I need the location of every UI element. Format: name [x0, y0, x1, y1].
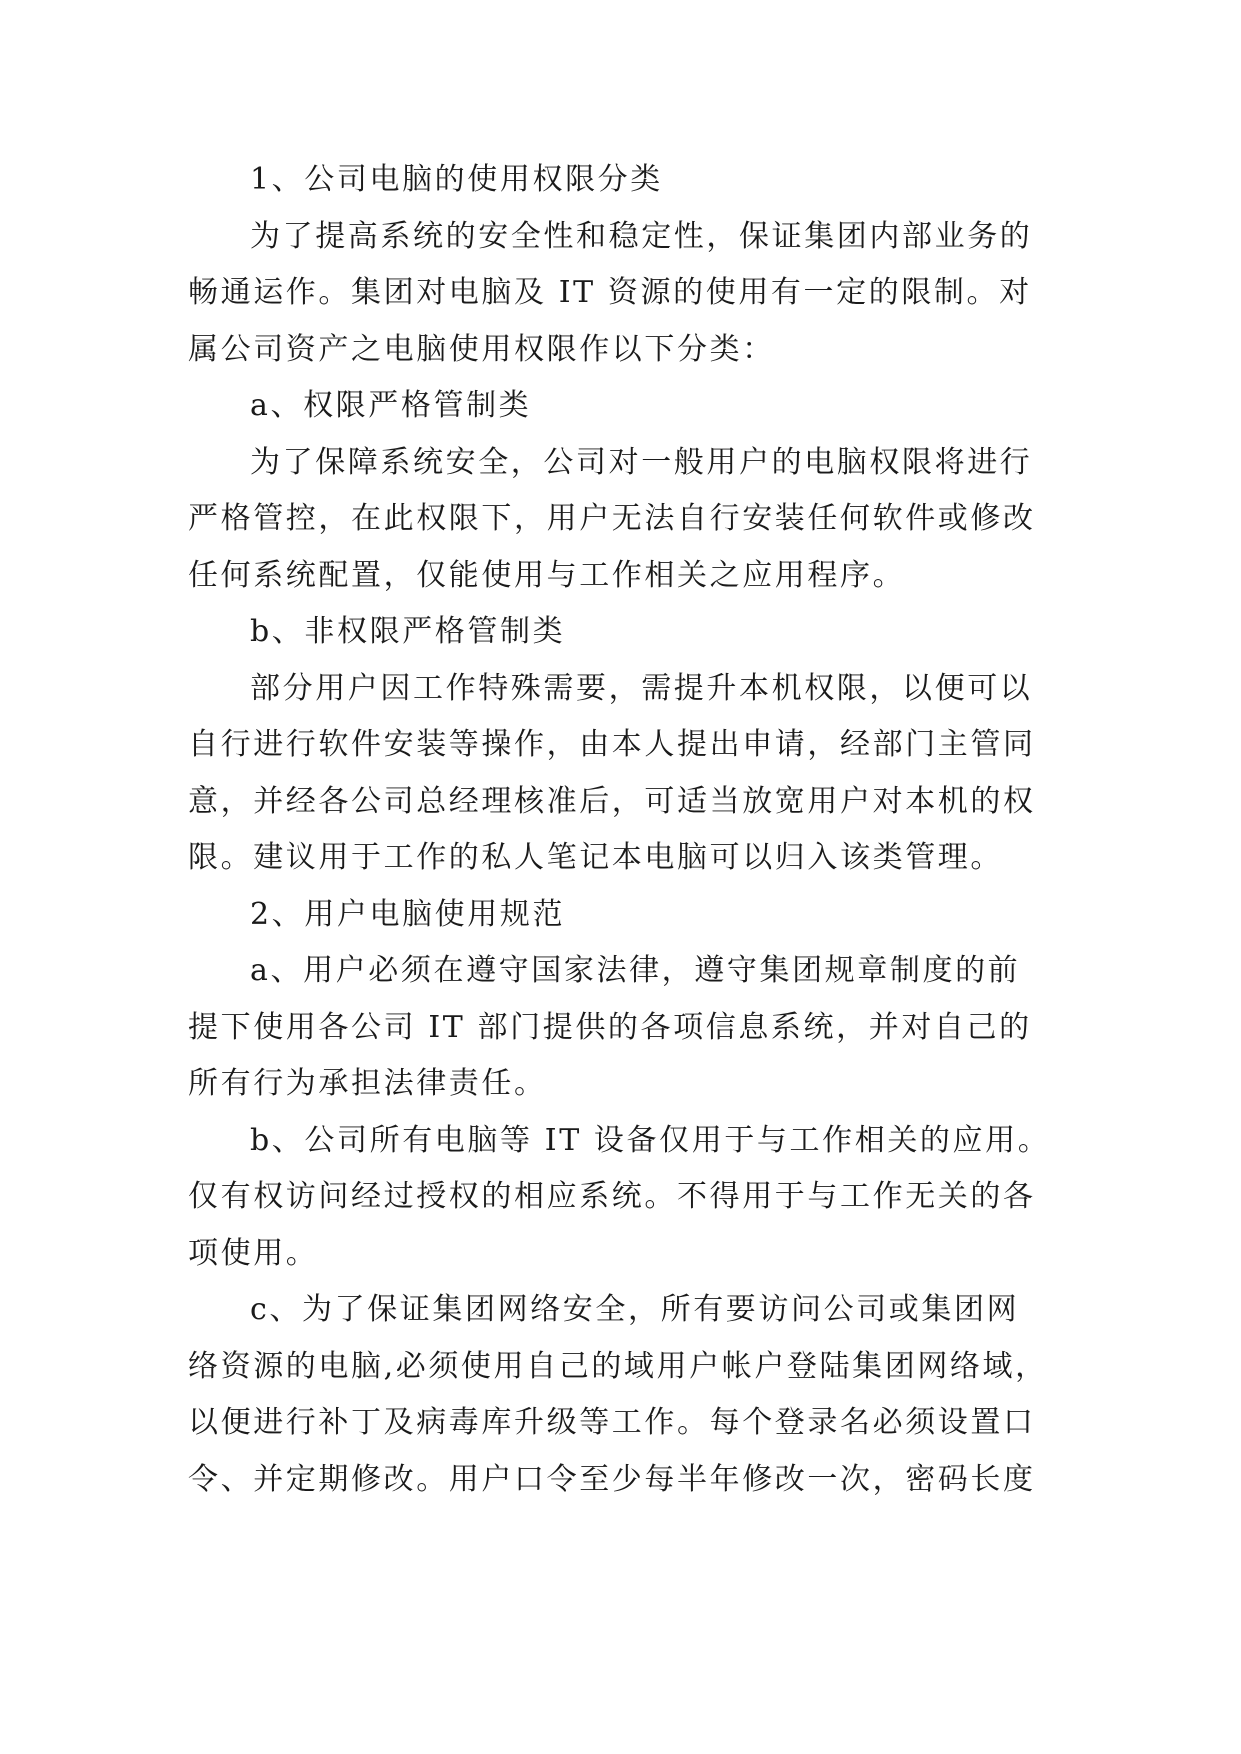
text-line: 为了提高系统的安全性和稳定性，保证集团内部业务的	[250, 218, 1033, 254]
text-line: 络资源的电脑,必须使用自己的域用户帐户登陆集团网络域，	[188, 1348, 1048, 1384]
text-line: 部分用户因工作特殊需要，需提升本机权限，以便可以	[250, 670, 1033, 706]
document-body	[188, 152, 1050, 1508]
text-line: 所有行为承担法律责任。	[188, 1066, 547, 1101]
text-line: a、用户必须在遵守国家法律，遵守集团规章制度的前	[250, 953, 1021, 988]
text-line: 任何系统配置，仅能使用与工作相关之应用程序。	[188, 557, 906, 593]
section-heading-1	[188, 152, 1050, 209]
section-heading-2	[188, 887, 1050, 944]
subheading-a	[188, 378, 1050, 435]
text-line: 畅通运作。集团对电脑及 IT 资源的使用有一定的限制。对	[188, 275, 1032, 310]
paragraph-intro	[188, 209, 1050, 379]
text-line: 自行进行软件安装等操作，由本人提出申请，经部门主管同	[188, 727, 1036, 762]
text-line: b、公司所有电脑等 IT 设备仅用于与工作相关的应用。	[250, 1122, 1051, 1158]
paragraph-rule-b	[188, 1113, 1050, 1283]
paragraph-rule-c	[188, 1282, 1050, 1508]
paragraph-rule-a	[188, 943, 1050, 1113]
text-line: a、权限严格管制类	[250, 388, 532, 423]
text-line: 限。建议用于工作的私人笔记本电脑可以归入该类管理。	[188, 840, 1003, 875]
text-line: 令、并定期修改。用户口令至少每半年修改一次，密码长度	[188, 1461, 1036, 1497]
text-line: 以便进行补丁及病毒库升级等工作。每个登录名必须设置口	[188, 1405, 1036, 1440]
text-line: 提下使用各公司 IT 部门提供的各项信息系统，并对自己的	[188, 1009, 1032, 1045]
text-line: 2、用户电脑使用规范	[250, 896, 566, 932]
paragraph-non-strict	[188, 661, 1050, 887]
text-line: c、为了保证集团网络安全，所有要访问公司或集团网	[250, 1292, 1020, 1327]
text-line: 属公司资产之电脑使用权限作以下分类：	[188, 331, 775, 367]
text-line: 项使用。	[188, 1235, 319, 1271]
text-line: 1、公司电脑的使用权限分类	[250, 162, 663, 197]
text-line: 仅有权访问经过授权的相应系统。不得用于与工作无关的各	[188, 1179, 1036, 1214]
paragraph-strict-control	[188, 435, 1050, 605]
text-line: 意，并经各公司总经理核准后，可适当放宽用户对本机的权	[188, 783, 1036, 819]
subheading-b	[188, 604, 1050, 661]
text-line: 为了保障系统安全，公司对一般用户的电脑权限将进行	[250, 444, 1033, 480]
text-line: b、非权限严格管制类	[250, 614, 566, 649]
text-line: 严格管控，在此权限下，用户无法自行安装任何软件或修改	[188, 501, 1036, 536]
